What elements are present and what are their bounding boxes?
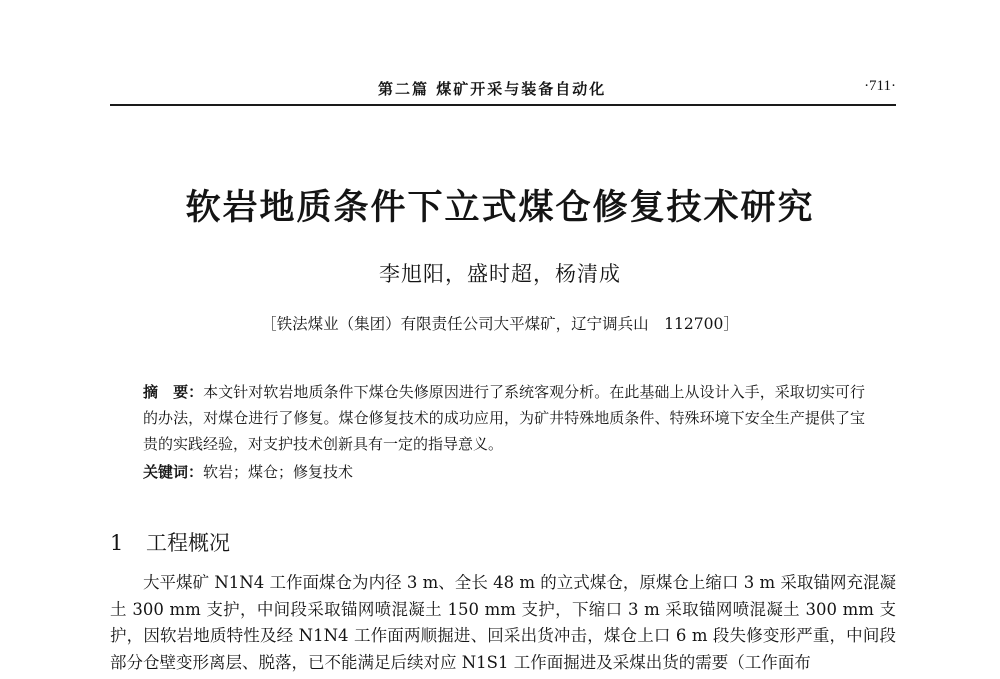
header-rule bbox=[110, 104, 896, 106]
section-title: 工程概况 bbox=[146, 531, 230, 555]
section-heading bbox=[110, 527, 230, 557]
paper-affiliation: ［铁法煤业（集团）有限责任公司大平煤矿，辽宁调兵山 112700］ bbox=[261, 315, 739, 333]
abstract-label: 摘 要： bbox=[143, 383, 204, 401]
header-section-title: 第二篇 煤矿开采与装备自动化 bbox=[378, 80, 607, 98]
keywords-label: 关键词： bbox=[143, 463, 204, 481]
paper-authors: 李旭阳，盛时超，杨清成 bbox=[379, 262, 621, 286]
keywords-text: 软岩；煤仓；修复技术 bbox=[203, 463, 354, 481]
abstract bbox=[143, 379, 865, 457]
section-number: 1 bbox=[110, 531, 124, 555]
abstract-text: 本文针对软岩地质条件下煤仓失修原因进行了系统客观分析。在此基础上从设计入手，采取切实可行的办法，对煤仓进行了修复。煤仓修复技术的成功应用，为矿井特殊地质条件、特殊环境下安全生产提供了宝贵的实践经验，对支护技术创新具有一定的指导意义。 bbox=[143, 383, 865, 453]
paper-title: 软岩地质条件下立式煤仓修复技术研究 bbox=[185, 187, 815, 228]
header-page-number: ·711· bbox=[864, 78, 896, 94]
section-body-paragraph: 大平煤矿 N1N4 工作面煤仓为内径 3 m、全长 48 m 的立式煤仓，原煤仓上缩口 3 m 采取锚网充混凝土 300 mm 支护，中间段采取锚网喷混凝土 150 mm 支护，下缩口 3 m 采取锚网喷混凝土 300 mm 支护，因软岩地质特性及经 N1N4 工作面两顺掘进、回采出货冲击，煤仓上口 6 m 段失修变形严重，中间段部分仓壁变形离层、脱落，已不能满足后续对应 N1S1 工作面掘进及采煤出货的需要（工作面布 bbox=[110, 573, 896, 672]
keywords bbox=[143, 459, 865, 485]
running-header bbox=[110, 74, 896, 104]
